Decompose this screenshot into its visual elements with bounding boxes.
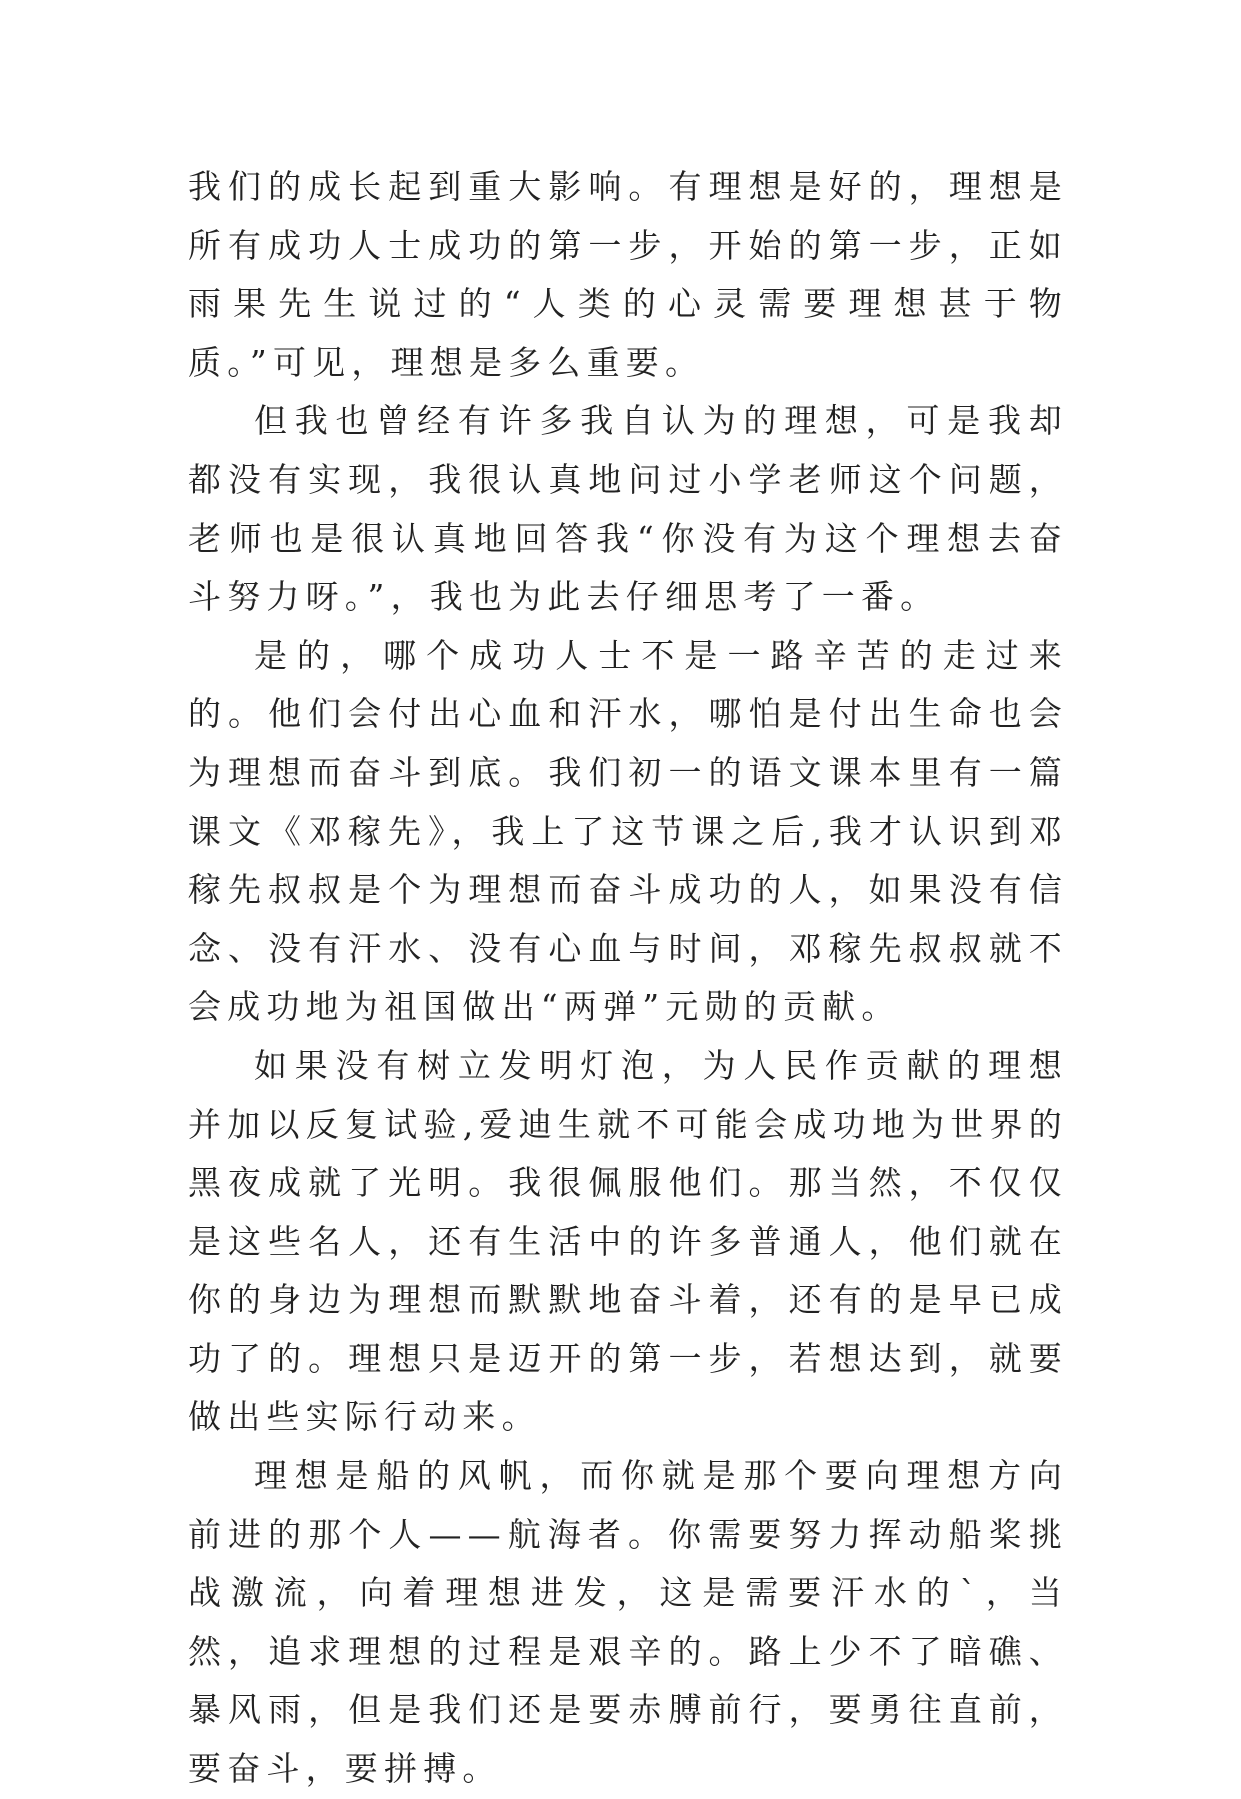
paragraph-3: 是的，哪个成功人士不是一路辛苦的走过来的。他们会付出心血和汗水，哪怕是付出生命也会为理想而奋斗到底。我们初一的语文课本里有一篇课文《邓稼先》，我上了这节课之后,我才认识到邓稼先叔叔是个为理想而奋斗成功的人，如果没有信念、没有汗水、没有心血与时间，邓稼先叔叔就不会成功地为祖国做出“两弹”元勋的贡献。	[188, 635, 1068, 1027]
paragraph-4: 如果没有树立发明灯泡，为人民作贡献的理想并加以反复试验,爱迪生就不可能会成功地为世界的黑夜成就了光明。我很佩服他们。那当然，不仅仅是这些名人，还有生活中的许多普通人，他们就在你的身边为理想而默默地奋斗着，还有的是早已成功了的。理想只是迈开的第一步，若想达到，就要做出些实际行动来。	[188, 1045, 1068, 1437]
paragraph-2: 但我也曾经有许多我自认为的理想，可是我却都没有实现，我很认真地问过小学老师这个问题，老师也是很认真地回答我“你没有为这个理想去奋斗努力呀。”，我也为此去仔细思考了一番。	[188, 401, 1068, 617]
paragraph-5: 理想是船的风帆，而你就是那个要向理想方向前进的那个人——航海者。你需要努力挥动船桨挑战激流，向着理想进发，这是需要汗水的`，当然，追求理想的过程是艰辛的。路上少不了暗礁、暴风雨，但是我们还是要赤膊前行，要勇往直前，要奋斗，要拼搏。	[188, 1456, 1068, 1789]
document-body	[188, 158, 1068, 1799]
paragraph-1: 我们的成长起到重大影响。有理想是好的，理想是所有成功人士成功的第一步，开始的第一步，正如雨果先生说过的“人类的心灵需要理想甚于物质。”可见，理想是多么重要。	[188, 167, 1068, 382]
